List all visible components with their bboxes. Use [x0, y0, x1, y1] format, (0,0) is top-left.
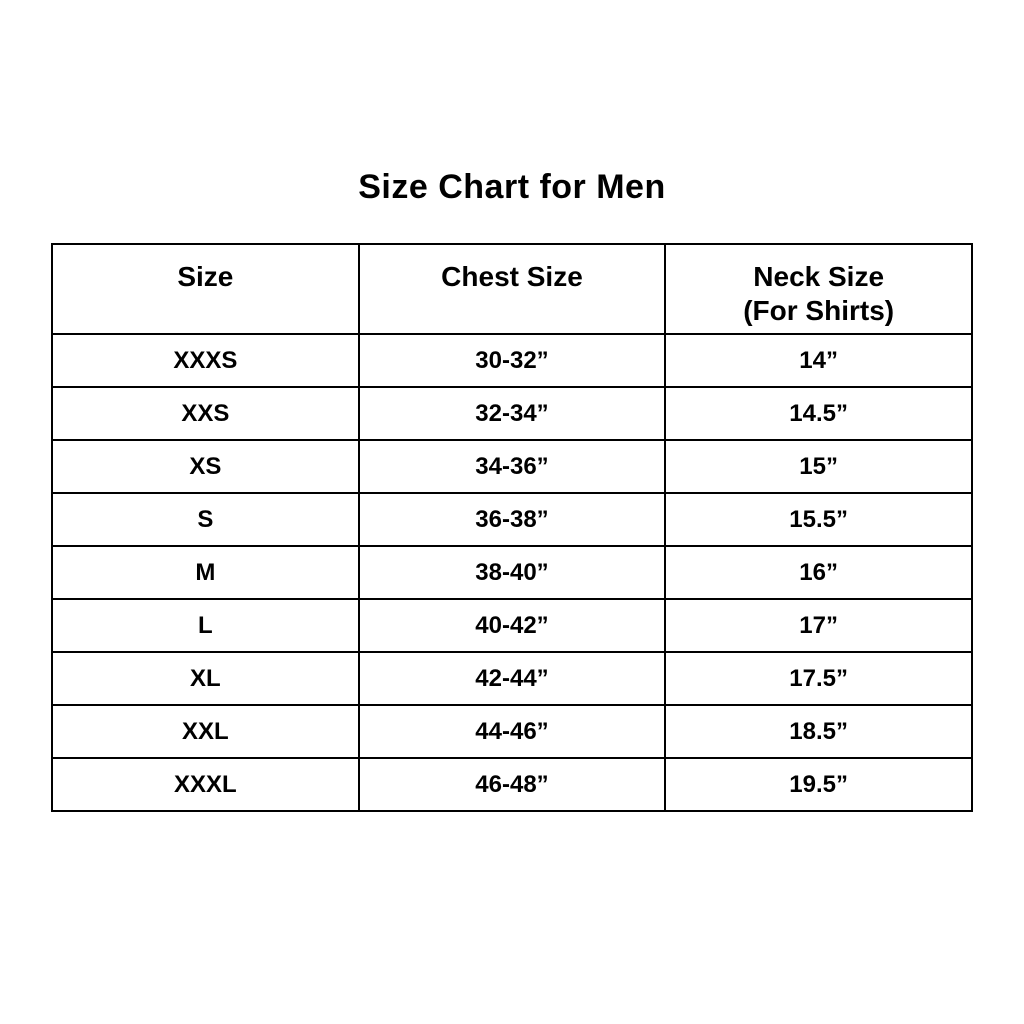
- chest-size-cell: 32-34”: [359, 387, 666, 440]
- chest-size-cell: 34-36”: [359, 440, 666, 493]
- chest-size-cell: 40-42”: [359, 599, 666, 652]
- table-row: [52, 493, 972, 546]
- size-cell: XXL: [52, 705, 359, 758]
- column-header-size: [52, 244, 359, 334]
- size-chart-table: [51, 243, 973, 812]
- column-header-neck-size-label: Neck Size: [753, 261, 885, 292]
- table-row: [52, 440, 972, 493]
- neck-size-cell: 15”: [665, 440, 972, 493]
- neck-size-cell: 19.5”: [665, 758, 972, 811]
- header-row: [52, 244, 972, 334]
- neck-size-cell: 15.5”: [665, 493, 972, 546]
- table-row: [52, 652, 972, 705]
- size-cell: M: [52, 546, 359, 599]
- table-header: [52, 244, 972, 334]
- table-row: [52, 758, 972, 811]
- table-row: [52, 546, 972, 599]
- size-cell: S: [52, 493, 359, 546]
- chest-size-cell: 42-44”: [359, 652, 666, 705]
- neck-size-cell: 14.5”: [665, 387, 972, 440]
- table-row: [52, 387, 972, 440]
- neck-size-cell: 14”: [665, 334, 972, 387]
- size-cell: XXXL: [52, 758, 359, 811]
- chest-size-cell: 38-40”: [359, 546, 666, 599]
- size-table-body: [52, 334, 972, 811]
- neck-size-cell: 16”: [665, 546, 972, 599]
- size-cell: XL: [52, 652, 359, 705]
- page-title: Size Chart for Men: [358, 168, 666, 206]
- size-cell: XXXS: [52, 334, 359, 387]
- neck-size-cell: 17”: [665, 599, 972, 652]
- column-header-neck-size: [665, 244, 972, 334]
- size-cell: L: [52, 599, 359, 652]
- chest-size-cell: 36-38”: [359, 493, 666, 546]
- column-header-chest-size-label: Chest Size: [441, 261, 583, 292]
- chest-size-cell: 44-46”: [359, 705, 666, 758]
- neck-size-cell: 17.5”: [665, 652, 972, 705]
- column-header-neck-size-sublabel: (For Shirts): [743, 295, 895, 326]
- table-row: [52, 705, 972, 758]
- neck-size-cell: 18.5”: [665, 705, 972, 758]
- size-cell: XXS: [52, 387, 359, 440]
- chest-size-cell: 46-48”: [359, 758, 666, 811]
- chest-size-cell: 30-32”: [359, 334, 666, 387]
- size-cell: XS: [52, 440, 359, 493]
- table-row: [52, 599, 972, 652]
- table-row: [52, 334, 972, 387]
- column-header-size-label: Size: [177, 261, 234, 292]
- column-header-chest-size: [359, 244, 666, 334]
